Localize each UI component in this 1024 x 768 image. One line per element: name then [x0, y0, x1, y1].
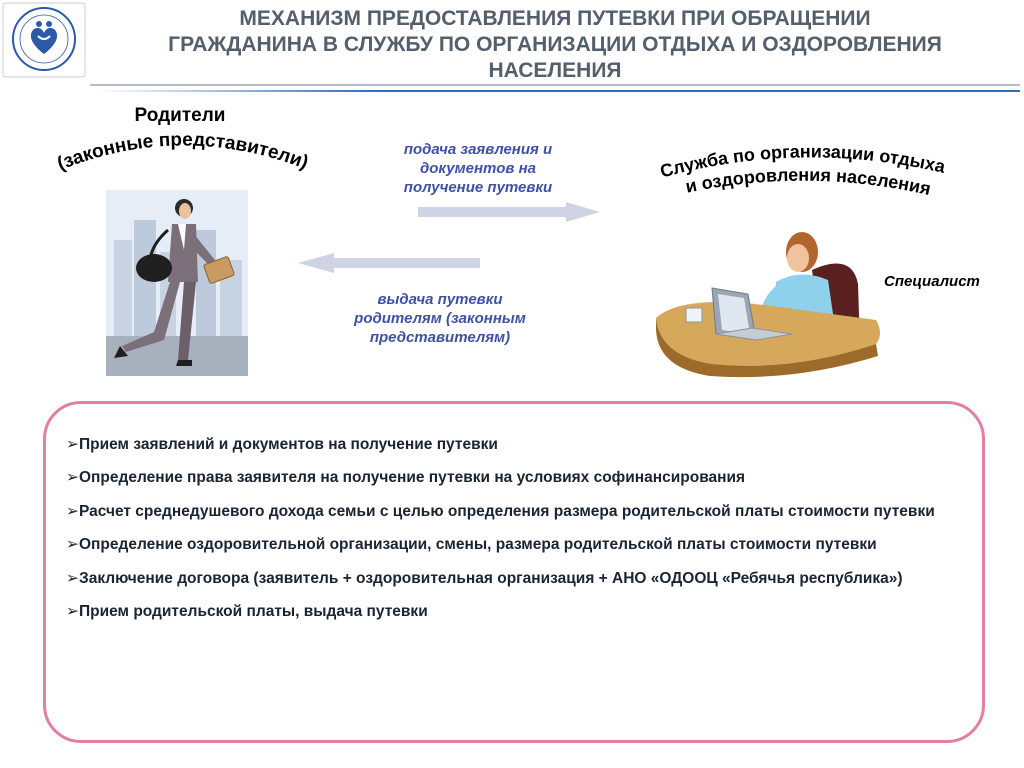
parent-illustration — [106, 190, 248, 376]
list-item — [66, 461, 967, 494]
issue-caption-line-2: родителям (законным — [354, 310, 526, 327]
submit-caption-line-3: получение путевки — [403, 179, 553, 196]
arrow-bullet-icon: ➢ — [66, 436, 79, 453]
parents-label-line1: Родители — [134, 105, 226, 126]
submit-caption-line-1: подача заявления и — [403, 141, 553, 158]
step-text: Определение права заявителя на получение путевки на условиях софинансирования — [79, 469, 746, 487]
list-item — [66, 428, 967, 461]
issue-voucher-caption — [316, 290, 564, 347]
title-line-3: НАСЕЛЕНИЯ — [488, 59, 622, 82]
service-label-line1: Служба по организации отдыха — [657, 141, 948, 182]
step-text: Расчет среднедушевого дохода семьи с целью определения размера родительской платы стоимости путевки — [79, 502, 935, 520]
specialist-label: Специалист — [884, 273, 980, 290]
submit-application-caption — [372, 140, 584, 197]
step-text: Прием родительской платы, выдача путевки — [79, 603, 428, 621]
issue-caption-line-1: выдача путевки — [377, 291, 503, 308]
issue-caption-line-3: представителям) — [369, 329, 511, 346]
specialist-illustration — [652, 222, 888, 380]
list-item — [66, 495, 967, 528]
list-item — [66, 595, 967, 628]
list-item — [66, 528, 967, 561]
arrow-bullet-icon: ➢ — [66, 603, 79, 621]
title-line-2: ГРАЖДАНИНА В СЛУЖБУ ПО ОРГАНИЗАЦИИ ОТДЫХА И ОЗДОРОВЛЕНИЯ — [168, 33, 942, 56]
step-text: Определение оздоровительной организации, смены, размера родительской платы стоимости путевки — [79, 536, 877, 554]
step-text: Заключение договора (заявитель + оздоровительная организация + АНО «ОДООЦ «Ребячья республика») — [79, 569, 903, 587]
submit-caption-line-2: документов на — [420, 160, 536, 177]
title-line-1: МЕХАНИЗМ ПРЕДОСТАВЛЕНИЯ ПУТЕВКИ ПРИ ОБРАЩЕНИИ — [239, 7, 871, 30]
list-item — [66, 562, 967, 595]
arrow-bullet-icon: ➢ — [66, 536, 79, 554]
arrow-right-icon — [418, 202, 600, 222]
parents-label-line2: (законные представители) — [54, 129, 311, 175]
arrow-bullet-icon: ➢ — [66, 469, 79, 487]
arrow-left-icon — [298, 253, 480, 273]
step-text: Прием заявлений и документов на получение путевки — [79, 436, 498, 453]
flow-arrows — [290, 195, 610, 280]
arrow-bullet-icon: ➢ — [66, 569, 79, 587]
arrow-bullet-icon: ➢ — [66, 502, 79, 520]
service-label-line2: и оздоровления населения — [683, 164, 933, 200]
steps-list — [66, 428, 967, 628]
